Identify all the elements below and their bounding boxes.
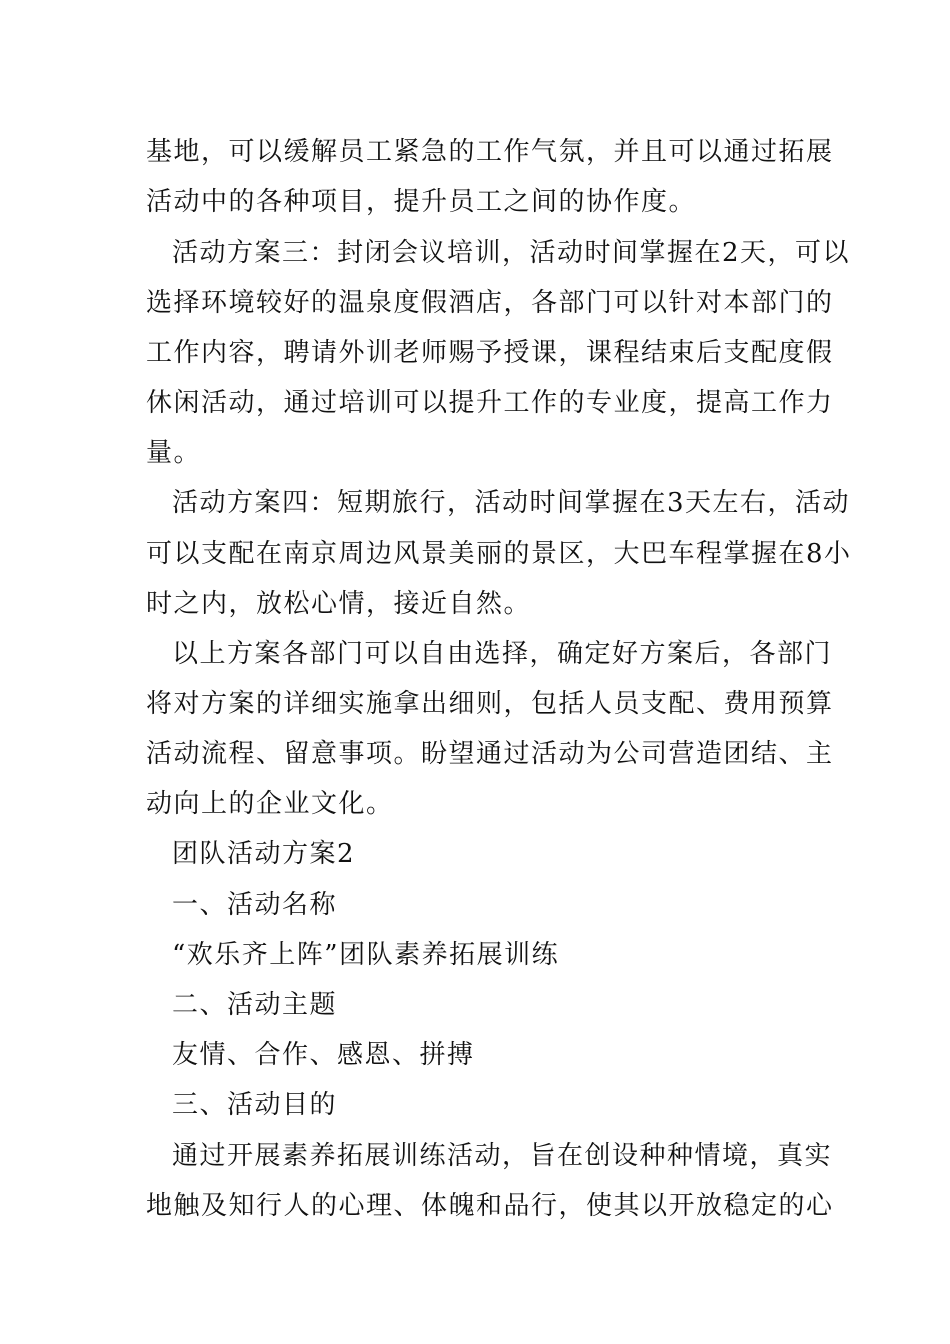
paragraph-line: 活动中的各种项目，提升员工之间的协作度。	[146, 187, 697, 217]
paragraph-line: 地触及知行人的心理、体魄和品行，使其以开放稳定的心	[146, 1191, 834, 1221]
paragraph-line: 活动流程、留意事项。盼望通过活动为公司营造团结、主	[146, 739, 834, 769]
paragraph-line: 工作内容，聘请外训老师赐予授课，课程结束后支配度假	[146, 338, 834, 368]
paragraph-line: 量。	[146, 438, 202, 468]
paragraph-line: 活动方案三：封闭会议培训，活动时间掌握在2天，可以	[172, 238, 851, 268]
section-heading: 一、活动名称	[172, 890, 338, 920]
paragraph-line: 动向上的企业文化。	[146, 789, 394, 819]
section-heading: 三、活动目的	[172, 1090, 338, 1120]
paragraph-line: 休闲活动，通过培训可以提升工作的专业度，提高工作力	[146, 388, 834, 418]
section-heading: 二、活动主题	[172, 990, 338, 1020]
paragraph-line: 基地，可以缓解员工紧急的工作气氛，并且可以通过拓展	[146, 137, 834, 167]
paragraph-line: 通过开展素养拓展训练活动，旨在创设种种情境，真实	[172, 1141, 833, 1171]
paragraph-line: 友情、合作、感恩、拼搏	[172, 1040, 475, 1070]
paragraph-line: 可以支配在南京周边风景美丽的景区，大巴车程掌握在8小	[146, 539, 852, 569]
paragraph-line: 以上方案各部门可以自由选择，确定好方案后，各部门	[172, 639, 833, 669]
paragraph-line: 选择环境较好的温泉度假酒店，各部门可以针对本部门的	[146, 288, 834, 318]
section-title: 团队活动方案2	[172, 839, 356, 869]
paragraph-line: “欢乐齐上阵”团队素养拓展训练	[172, 940, 560, 970]
paragraph-line: 时之内，放松心情，接近自然。	[146, 589, 532, 619]
paragraph-line: 活动方案四：短期旅行，活动时间掌握在3天左右，活动	[172, 488, 851, 518]
paragraph-line: 将对方案的详细实施拿出细则，包括人员支配、费用预算	[146, 689, 834, 719]
